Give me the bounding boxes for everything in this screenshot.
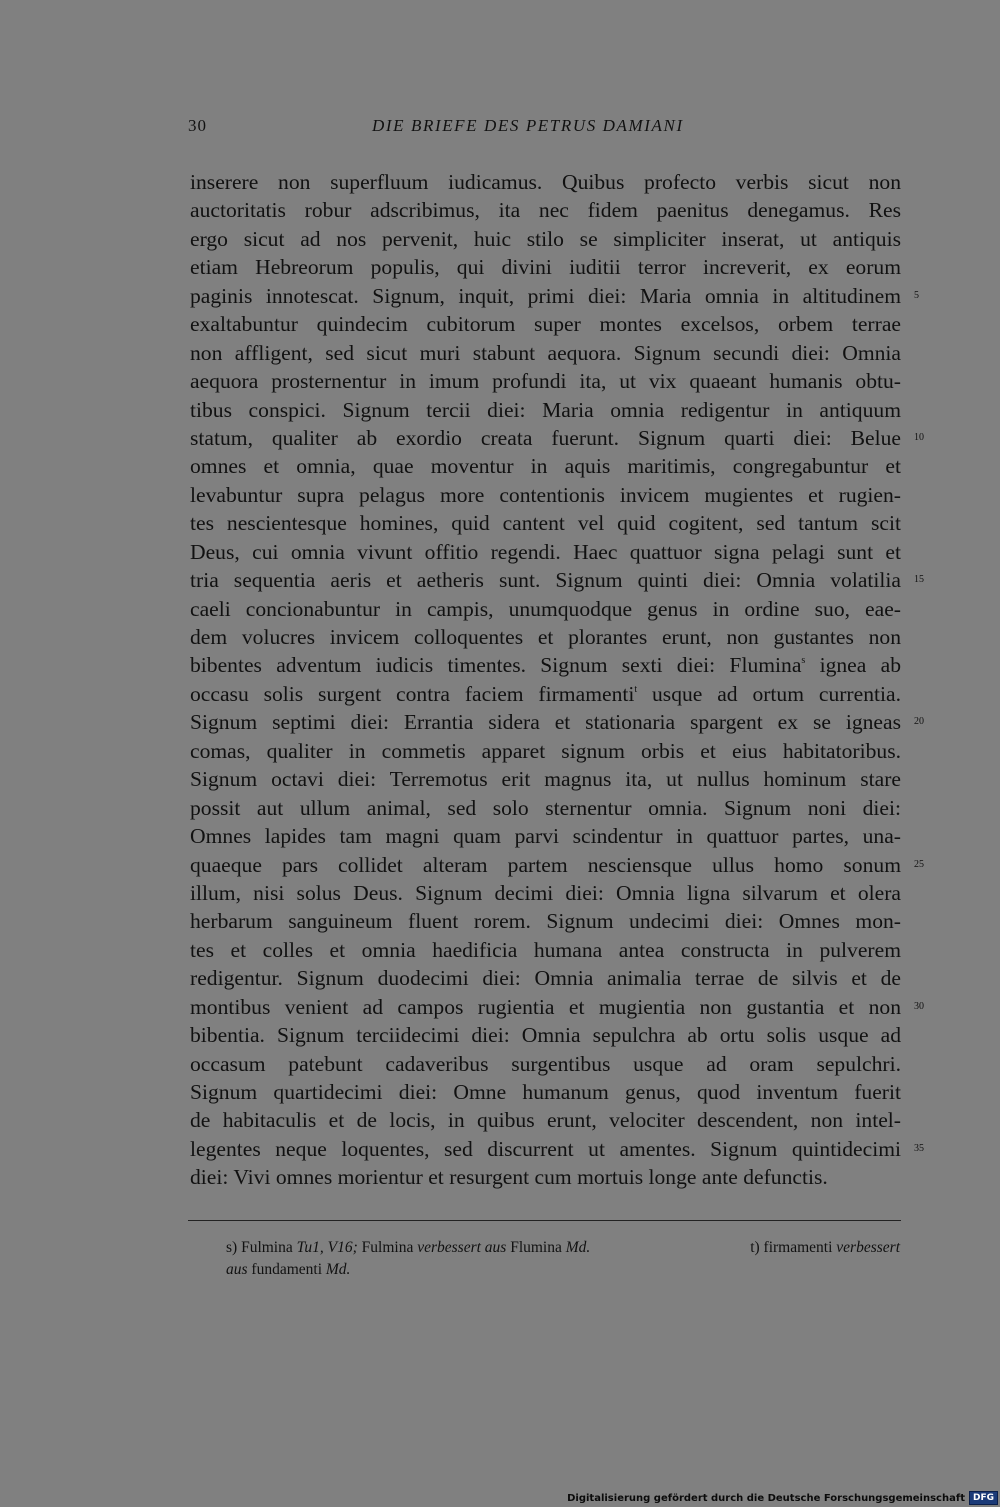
- footnote-rule: [188, 1220, 901, 1221]
- text-line: montibus venient ad campos rugientia et mugientia non gustantia et non 30: [190, 994, 924, 1019]
- footnote-t-continued: aus fundamenti Md.: [226, 1261, 351, 1278]
- text-line: illum, nisi solus Deus. Signum decimi diei: Omnia ligna silvarum et olera: [190, 880, 901, 905]
- text-line: comas, qualiter in commetis apparet signum orbis et eius habitatoribus.: [190, 738, 901, 763]
- text-line: legentes neque loquentes, sed discurrent ut amentes. Signum quintidecimi 35: [190, 1136, 924, 1161]
- text-line: non affligent, sed sicut muri stabunt aequora. Signum secundi diei: Omnia: [190, 340, 901, 365]
- footnote-s: s) Fulmina Tu1, V16; Fulmina verbessert aus Flumina Md.: [226, 1239, 591, 1256]
- text-line: Deus, cui omnia vivunt offitio regendi. Haec quattuor signa pelagi sunt et: [190, 539, 901, 564]
- text-line: Signum quartidecimi diei: Omne humanum genus, quod inventum fuerit: [190, 1080, 901, 1104]
- text-line: statum, qualiter ab exordio creata fuerunt. Signum quarti diei: Belue 10: [190, 425, 924, 450]
- text-line: omnes et omnia, quae moventur in aquis maritimis, congregabuntur et: [190, 454, 901, 479]
- text-line: tibus conspici. Signum tercii diei: Maria omnia redigentur in antiquum: [190, 397, 901, 422]
- dfg-credit-text: Digitalisierung gefördert durch die Deutsche Forschungsgemeinschaft: [567, 1492, 965, 1504]
- text-line: paginis innotescat. Signum, inquit, primi diei: Maria omnia in altitudinem 5: [190, 283, 919, 308]
- text-line: dem volucres invicem colloquentes et plorantes erunt, non gustantes non: [190, 625, 901, 649]
- line-number: 10: [914, 431, 924, 443]
- text-line: possit aut ullum animal, sed solo sternentur omnia. Signum noni diei:: [190, 795, 901, 820]
- footnote-row: [226, 1237, 900, 1259]
- page-number: 30: [188, 116, 207, 135]
- text-line: quaeque pars collidet alteram partem nesciensque ullus homo sonum 25: [190, 852, 924, 877]
- text-line: de habitaculis et de locis, in quibus erunt, velociter descendent, non intel-: [190, 1108, 901, 1133]
- line-number: 20: [914, 716, 924, 728]
- line-number: 35: [914, 1142, 924, 1154]
- text-line: caeli concionabuntur in campis, unumquodque genus in ordine suo, eae-: [190, 596, 901, 621]
- text-line: tria sequentia aeris et aetheris sunt. Signum quinti diei: Omnia volatilia 15: [190, 568, 924, 593]
- text-line: Omnes lapides tam magni quam parvi scindentur in quattuor partes, una-: [190, 824, 901, 849]
- text-line: Signum septimi diei: Errantia sidera et stationaria spargent ex se igneas 20: [190, 710, 924, 735]
- text-line: exaltabuntur quindecim cubitorum super montes excelsos, orbem terrae: [190, 312, 901, 337]
- text-line: etiam Hebreorum populis, qui divini iuditii terror increverit, ex eorum: [190, 255, 901, 280]
- footnote-t: t) firmamenti verbessert: [750, 1239, 900, 1256]
- footnote-marker: s: [801, 655, 806, 667]
- text-line: aequora prosternentur in imum profundi ita, ut vix quaeant humanis obtu-: [190, 369, 901, 394]
- text-line: levabuntur supra pelagus more contentionis invicem mugientes et rugien-: [190, 482, 901, 507]
- text-line: ergo sicut ad nos pervenit, huic stilo se simpliciter inserat, ut antiquis: [190, 226, 901, 251]
- dfg-logo: DFG: [969, 1491, 998, 1505]
- text-line: Signum octavi diei: Terremotus erit magnus ita, ut nullus hominum stare: [190, 767, 901, 792]
- text-line: tes nescientesque homines, quid cantent vel quid cogitent, sed tantum scit: [190, 511, 901, 536]
- text-line: tes et colles et omnia haedificia humana antea constructa in pulverem: [190, 937, 901, 962]
- line-number: 15: [914, 574, 924, 586]
- text-line: inserere non superfluum iudicamus. Quibus profecto verbis sicut non: [190, 170, 901, 194]
- footnotes: [226, 1237, 900, 1281]
- dfg-credit: [567, 1491, 998, 1505]
- text-line: occasum patebunt cadaveribus surgentibus usque ad oram sepulchri.: [190, 1051, 901, 1076]
- text-line: bibentia. Signum terciidecimi diei: Omnia sepulchra ab ortu solis usque ad: [190, 1023, 901, 1048]
- line-number: 5: [914, 289, 919, 301]
- text-line: redigentur. Signum duodecimi diei: Omnia animalia terrae de silvis et de: [190, 966, 901, 991]
- main-text: [190, 168, 924, 1192]
- text-line: herbarum sanguineum fluent rorem. Signum undecimi diei: Omnes mon-: [190, 909, 901, 934]
- line-number: 30: [914, 1000, 924, 1012]
- line-number: 25: [914, 858, 924, 870]
- footnote-marker: t: [634, 683, 638, 695]
- text-line: auctoritatis robur adscribimus, ita nec fidem paenitus denegamus. Res: [190, 198, 901, 223]
- running-head: DIE BRIEFE DES PETRUS DAMIANI: [372, 116, 684, 135]
- text-line: diei: Vivi omnes morientur et resurgent cum mortuis longe ante defunctis.: [190, 1165, 828, 1190]
- text-line: bibentes adventum iudicis timentes. Signum sexti diei: Flumina$^s$ ignea ab: [190, 653, 901, 678]
- text-line: occasu solis surgent contra faciem firmamenti$^t$ usque ad ortum currentia.: [190, 681, 901, 706]
